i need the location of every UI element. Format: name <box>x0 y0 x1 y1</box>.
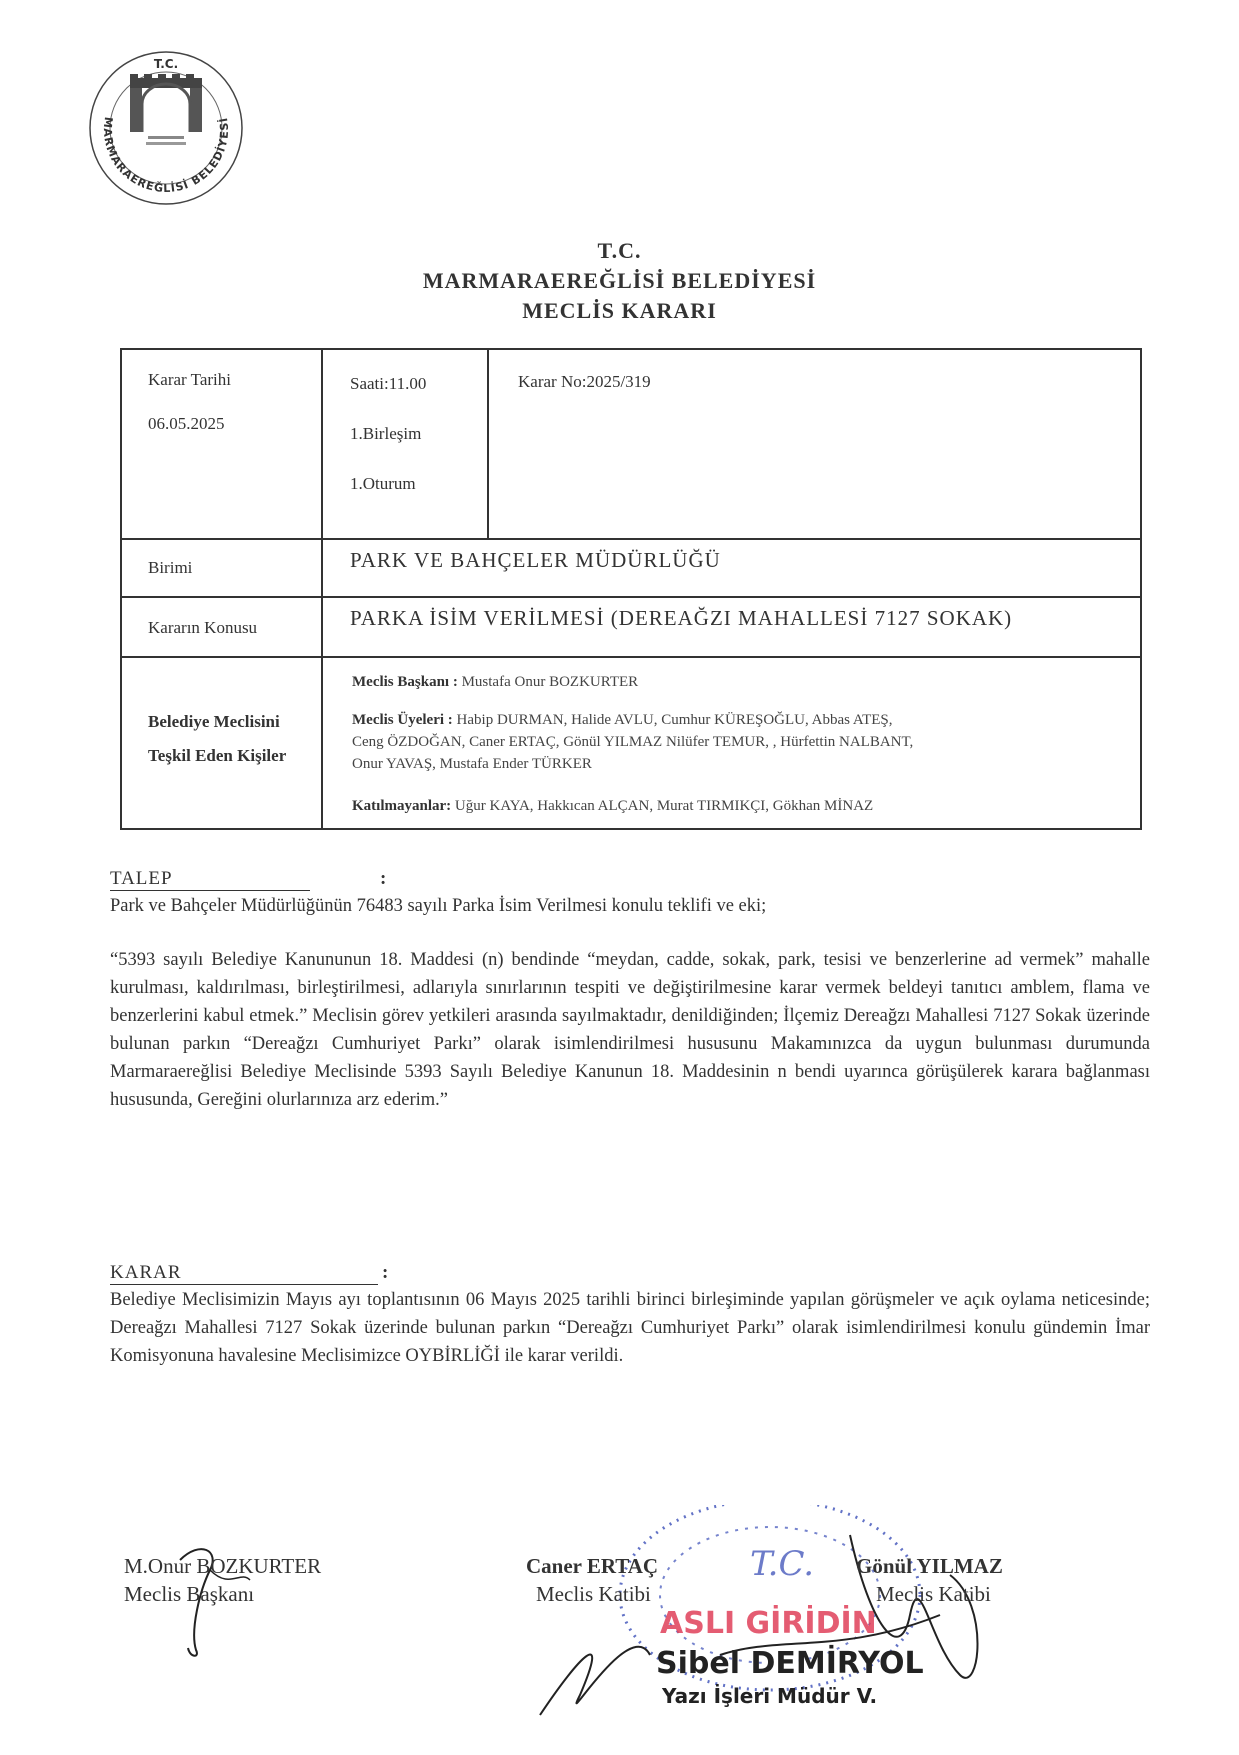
svg-text:T.C.: T.C. <box>750 1544 815 1584</box>
president-row <box>352 674 638 691</box>
header-municipality: MARMARAEREĞLİSİ BELEDİYESİ <box>422 268 817 293</box>
signature-president <box>124 1552 321 1608</box>
unit-value: PARK VE BAHÇELER MÜDÜRLÜĞÜ <box>350 548 721 572</box>
members-title: Meclis Üyeleri : <box>352 712 453 728</box>
karar-body: Belediye Meclisimizin Mayıs ayı toplantısının 06 Mayıs 2025 tarihli birinci birleşiminde yapılan görüşmeler ve açık oylama neticesinde; Dereağzı Mahallesi 7127 Sokak üzerinde bulunan parkın “Dereağzı Cumhuriyet Parkı” olarak isimlendirilmesi konulu gündemin İmar Komisyonuna havalesine Meclisimizce OYBİRLİĞİ ile karar verildi. <box>110 1290 1150 1366</box>
president-name: Mustafa Onur BOZKURTER <box>461 674 639 690</box>
decision-info-table <box>120 348 1142 830</box>
castle-icon <box>130 74 202 145</box>
members-line-3: Onur YAVAŞ, Mustafa Ender TÜRKER <box>352 756 592 772</box>
decision-number: Karar No:2025/319 <box>518 372 651 391</box>
municipality-seal <box>86 48 246 208</box>
talep-heading <box>110 868 388 891</box>
absent-row <box>352 798 873 815</box>
karar-heading <box>110 1262 390 1285</box>
clerk2-sig-role: Meclis Katibi <box>876 1582 991 1606</box>
president-sig-name: M.Onur BOZKURTER <box>124 1554 322 1578</box>
clerk1-sig-role: Meclis Katibi <box>536 1582 651 1606</box>
signature-clerk-2 <box>856 1552 1003 1608</box>
subject-value: PARKA İSİM VERİLMESİ (DEREAĞZI MAHALLESİ 7127 SOKAK) <box>350 606 1013 630</box>
document-header <box>0 236 1239 326</box>
clerk1-sig-name: Caner ERTAÇ <box>526 1554 659 1578</box>
subject-label: Kararın Konusu <box>148 618 258 637</box>
clerk2-sig-name: Gönül YILMAZ <box>856 1554 1003 1578</box>
svg-text:MARMARAEREĞLİSİ BELEDİYESİ: MARMARAEREĞLİSİ BELEDİYESİ <box>100 115 232 196</box>
members-label-2: Teşkil Eden Kişiler <box>148 746 287 765</box>
stamp-name-red: ASLI GİRİDİN <box>660 1606 877 1641</box>
absent-names: Uğur KAYA, Hakkıcan ALÇAN, Murat TIRMIKÇI, Gökhan MİNAZ <box>454 798 874 814</box>
official-stamp <box>520 1505 1080 1755</box>
president-label: Meclis Başkanı : <box>352 674 458 690</box>
signature-clerk-1 <box>526 1552 658 1608</box>
karar-title: KARAR <box>110 1262 378 1285</box>
stamp-role: Yazı İşleri Müdür V. <box>662 1684 878 1708</box>
header-tc: T.C. <box>597 238 642 263</box>
time-value: Saati:11.00 <box>350 374 427 393</box>
talep-title: TALEP <box>110 868 310 891</box>
unit-label: Birimi <box>148 558 193 577</box>
date-label: Karar Tarihi <box>148 370 231 389</box>
talep-colon: : <box>380 868 388 889</box>
karar-colon: : <box>382 1262 390 1283</box>
stamp-name-black: Sibel DEMİRYOL <box>656 1646 924 1681</box>
members-line-2: Ceng ÖZDOĞAN, Caner ERTAÇ, Gönül YILMAZ Nilüfer TEMUR, , Hürfettin NALBANT, <box>352 734 914 750</box>
president-sig-role: Meclis Başkanı <box>124 1582 255 1606</box>
talep-intro: Park ve Bahçeler Müdürlüğünün 76483 sayılı Parka İsim Verilmesi konulu teklifi ve eki; <box>110 896 767 916</box>
members-line-1: Habip DURMAN, Halide AVLU, Cumhur KÜREŞOĞLU, Abbas ATEŞ, <box>456 712 893 728</box>
svg-text:T.C.: T.C. <box>153 57 179 71</box>
members-row-1 <box>352 712 1142 729</box>
talep-body: “5393 sayılı Belediye Kanununun 18. Maddesi (n) bendinde “meydan, cadde, sokak, park, tesisi ve benzerlerine ad vermek” mahalle kurulması, kaldırılması, birleştirilmesi, adlarıyla sınırlarının tespiti ve değiştirilmesine karar vermek beldeyi tanıtıcı amblem, flama ve benzerlerini kabul etmek.” Meclisin görev yetkileri arasında sayılmaktadır, denildiğinden; İlçemiz Dereağzı Mahallesi 7127 Sokak üzerinde bulunan parkın “Dereağzı Cumhuriyet Parkı” olarak isimlendirilmesi hususunu Makamınızca da uygun bulunması durumunda Marmaraereğlisi Belediye Meclisinde 5393 Sayılı Belediye Kanunun 18. Maddesinin n bendi uyarınca görüşülerek karara bağlanması hususunda, Gereğini olurlarınıza arz ederim.” <box>110 950 1150 1110</box>
absent-label: Katılmayanlar: <box>352 798 452 814</box>
date-value: 06.05.2025 <box>148 414 225 433</box>
header-doc-type: MECLİS KARARI <box>522 298 717 323</box>
session-oturum: 1.Oturum <box>350 474 416 493</box>
session-birlesim: 1.Birleşim <box>350 424 422 443</box>
members-label-1: Belediye Meclisini <box>148 712 280 731</box>
